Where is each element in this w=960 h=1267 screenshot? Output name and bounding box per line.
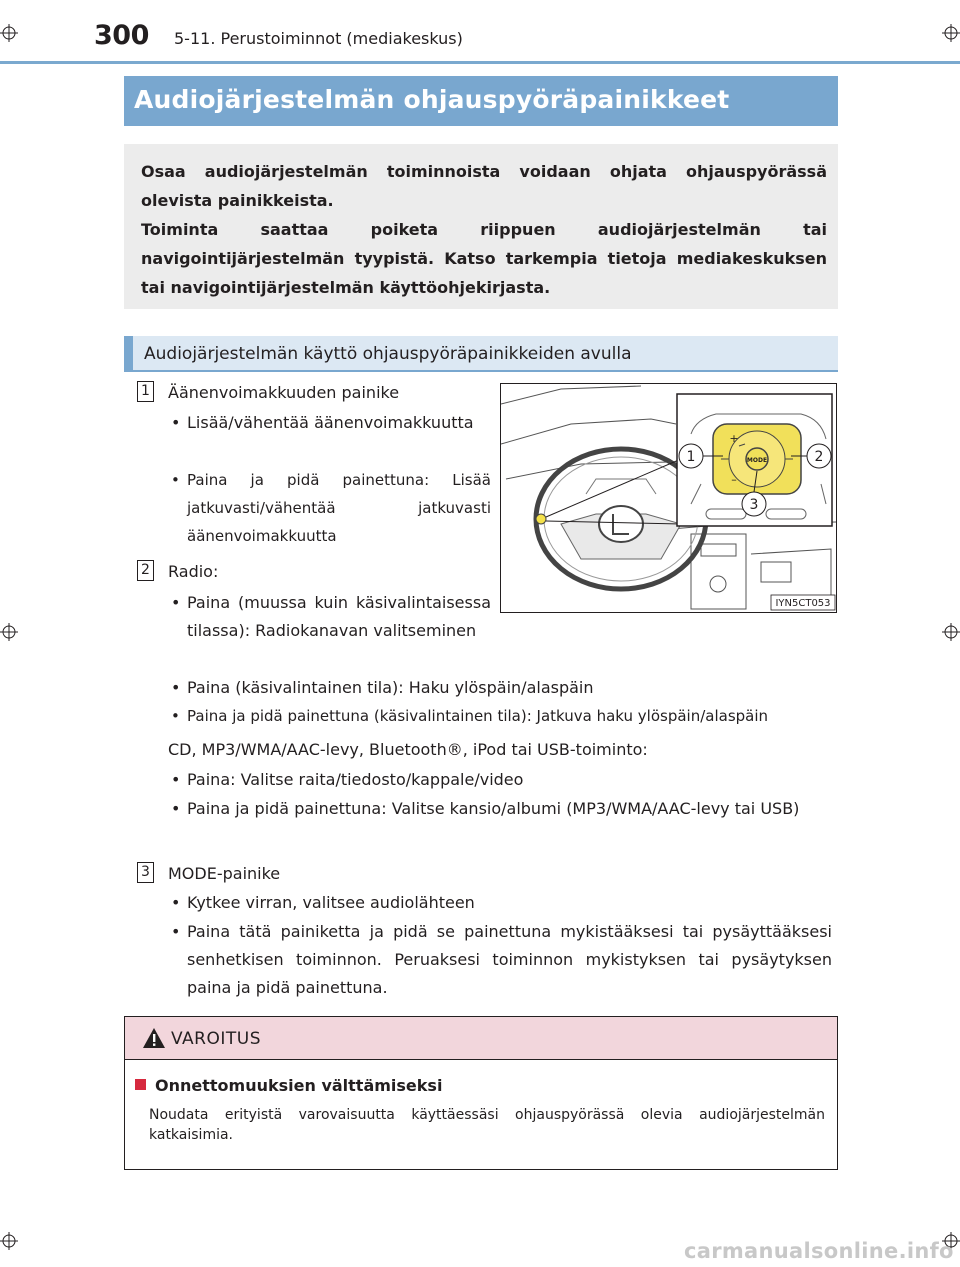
warning-heading: Onnettomuuksien välttämiseksi	[155, 1076, 443, 1095]
bullet-item: • Paina (käsivalintainen tila): Haku ylöspäin/alaspäin	[187, 674, 832, 702]
callout-2-label: 2	[814, 449, 824, 465]
item-number-badge: 3	[137, 862, 154, 883]
crop-mark-middle-left	[0, 623, 18, 641]
bullet-item: • Paina (muussa kuin käsivalintaisessa tilassa): Radiokanavan valitseminen	[187, 589, 491, 645]
crop-mark-top-left	[0, 24, 18, 42]
callout-3-label: 3	[749, 497, 759, 513]
main-heading: Audiojärjestelmän ohjauspyöräpainikkeet	[134, 85, 730, 114]
plus-label: +	[729, 432, 739, 445]
crop-mark-bottom-left	[0, 1232, 18, 1250]
item-number-badge: 2	[137, 560, 154, 581]
steering-wheel-illustration	[500, 383, 837, 613]
minus-label: –	[731, 473, 737, 486]
bullet-item: • Kytkee virran, valitsee audiolähteen	[187, 889, 832, 917]
item-title: MODE-painike	[168, 864, 281, 883]
bullet-item: • Paina tätä painiketta ja pidä se painettuna mykistääksesi tai pysäyttääksesi senhetkisen toiminnon. Peruaksesi toiminnon mykistyksen tai pysäytyksen paina ja pidä painettuna.	[187, 918, 832, 1002]
bullet-item: • Paina ja pidä painettuna (käsivalintainen tila): Jatkuva haku ylöspäin/alaspäin	[187, 702, 832, 730]
warning-title: VAROITUS	[171, 1029, 261, 1049]
warning-box	[124, 1016, 838, 1170]
item-title: Radio:	[168, 562, 219, 581]
header-rule	[0, 61, 960, 64]
warning-header	[125, 1017, 837, 1060]
crop-mark-top-right	[942, 24, 960, 42]
sub-heading-accent	[124, 336, 133, 370]
warning-bullet-square	[135, 1079, 146, 1090]
mode-label: MODE	[746, 457, 768, 464]
item-title: Äänenvoimakkuuden painike	[168, 383, 400, 402]
callout-1-label: 1	[686, 449, 696, 465]
bullet-item: • Paina ja pidä painettuna: Valitse kansio/albumi (MP3/WMA/AAC-levy tai USB)	[187, 795, 832, 823]
bullet-item: • Lisää/vähentää äänenvoimakkuutta	[187, 409, 491, 437]
warning-icon	[142, 1027, 166, 1049]
warning-text: Noudata erityistä varovaisuutta käyttäessäsi ohjauspyörässä olevia audiojärjestelmän katkaisimia.	[149, 1107, 825, 1143]
intro-line-1: Osaa audiojärjestelmän toiminnoista voidaan ohjata ohjauspyörässä olevista painikkeista.	[141, 162, 827, 210]
intro-text	[141, 157, 827, 302]
watermark: carmanualsonline.info	[684, 1239, 954, 1263]
page-number: 300	[94, 20, 149, 51]
figure-code: IYN5CT053	[775, 598, 831, 609]
main-heading-band	[124, 76, 838, 126]
intro-line-2: Toiminta saattaa poiketa riippuen audiojärjestelmän tai navigointijärjestelmän tyypistä. Katso tarkempia tietoja mediakeskuksen tai navigointijärjestelmän käyttöohjekirjasta.	[141, 220, 827, 297]
bullet-item: • Paina: Valitse raita/tiedosto/kappale/video	[187, 766, 832, 794]
cd-title: CD, MP3/WMA/AAC-levy, Bluetooth®, iPod tai USB-toiminto:	[168, 740, 648, 759]
sub-heading: Audiojärjestelmän käyttö ohjauspyöräpainikkeiden avulla	[144, 344, 632, 364]
sub-heading-band	[124, 336, 838, 372]
item-number-badge: 1	[137, 381, 154, 402]
section-title: 5-11. Perustoiminnot (mediakeskus)	[174, 29, 463, 48]
bullet-item: • Paina ja pidä painettuna: Lisää jatkuvasti/vähentää jatkuvasti äänenvoimakkuutta	[187, 466, 491, 550]
crop-mark-middle-right	[942, 623, 960, 641]
dashboard-drawing	[501, 384, 837, 613]
intro-box	[124, 144, 838, 309]
